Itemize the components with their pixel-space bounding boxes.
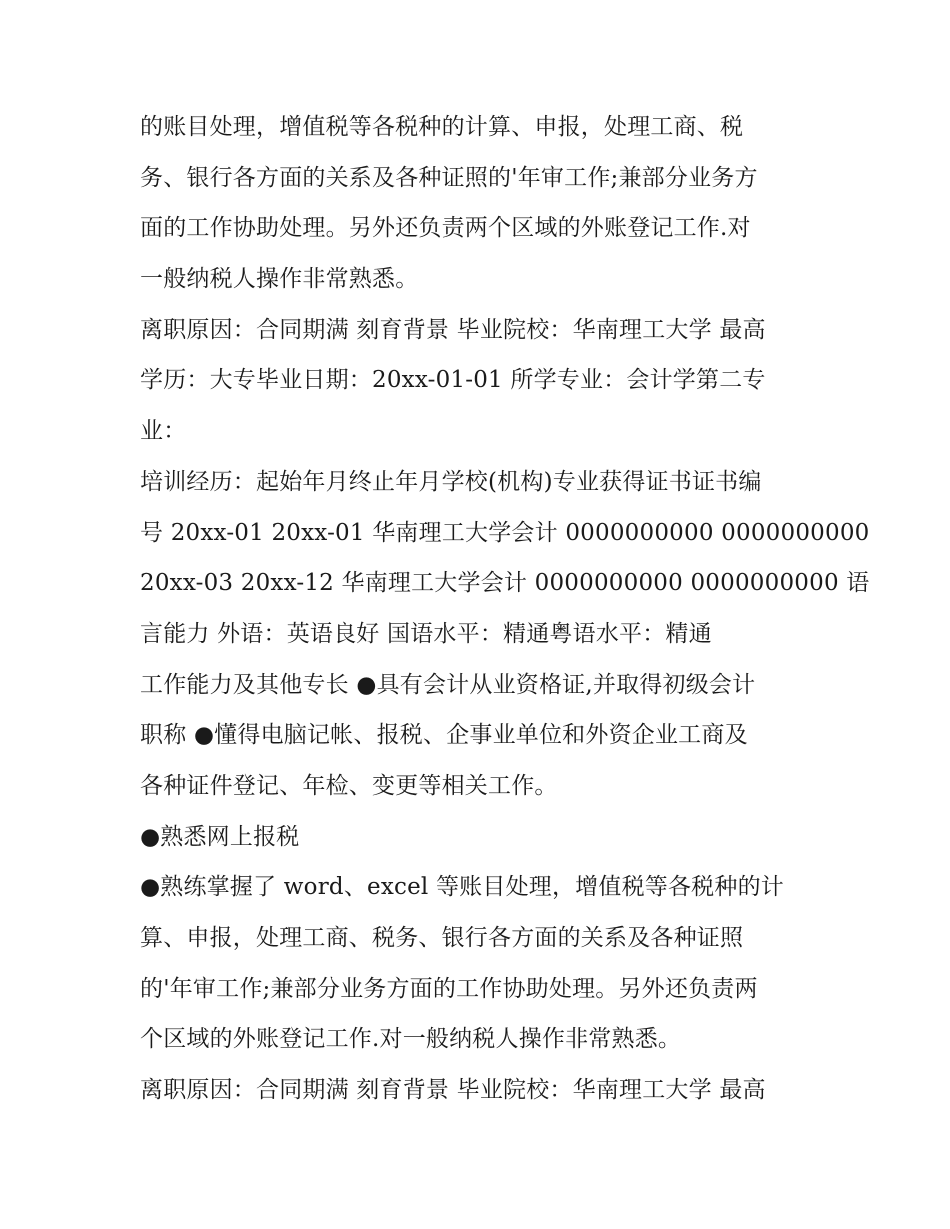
text-line: 的'年审工作;兼部分业务方面的工作协助处理。另外还负责两: [140, 975, 758, 1002]
text-line: 学历：大专毕业日期：20xx-01-01 所学专业：会计学第二专: [140, 367, 766, 394]
text-line: 面的工作协助处理。另外还负责两个区域的外账登记工作.对: [140, 215, 751, 242]
text-line: 工作能力及其他专长 ●具有会计从业资格证,并取得初级会计: [140, 671, 756, 698]
text-line: 号 20xx-01 20xx-01 华南理工大学会计 0000000000 0000000000: [140, 519, 870, 546]
text-line: 的账目处理，增值税等各税种的计算、申报，处理工商、税: [140, 114, 744, 140]
text-line: 算、申报，处理工商、税务、银行各方面的关系及各种证照: [140, 925, 744, 951]
text-line: ●熟练掌握了 word、excel 等账目处理，增值税等各税种的计: [140, 874, 784, 901]
text-line: 一般纳税人操作非常熟悉。: [140, 266, 419, 293]
text-line: ●熟悉网上报税: [140, 823, 300, 850]
text-line: 职称 ●懂得电脑记帐、报税、企事业单位和外资企业工商及: [140, 722, 748, 749]
text-line: 言能力 外语：英语良好 国语水平：精通粤语水平：精通: [140, 620, 712, 647]
text-line: 离职原因：合同期满 刻育背景 毕业院校：华南理工大学 最高: [140, 316, 766, 343]
text-line: 各种证件登记、年检、变更等相关工作。: [140, 772, 558, 799]
text-line: 务、银行各方面的关系及各种证照的'年审工作;兼部分业务方: [140, 164, 758, 191]
text-line: 个区域的外账登记工作.对一般纳税人操作非常熟悉。: [140, 1026, 682, 1053]
text-line: 培训经历：起始年月终止年月学校(机构)专业获得证书证书编: [140, 468, 762, 495]
text-line: 离职原因：合同期满 刻育背景 毕业院校：华南理工大学 最高: [140, 1077, 766, 1104]
text-line: 业：: [140, 418, 187, 445]
text-line: 20xx-03 20xx-12 华南理工大学会计 0000000000 0000000000 语: [140, 570, 870, 597]
document-body: [140, 102, 870, 1116]
